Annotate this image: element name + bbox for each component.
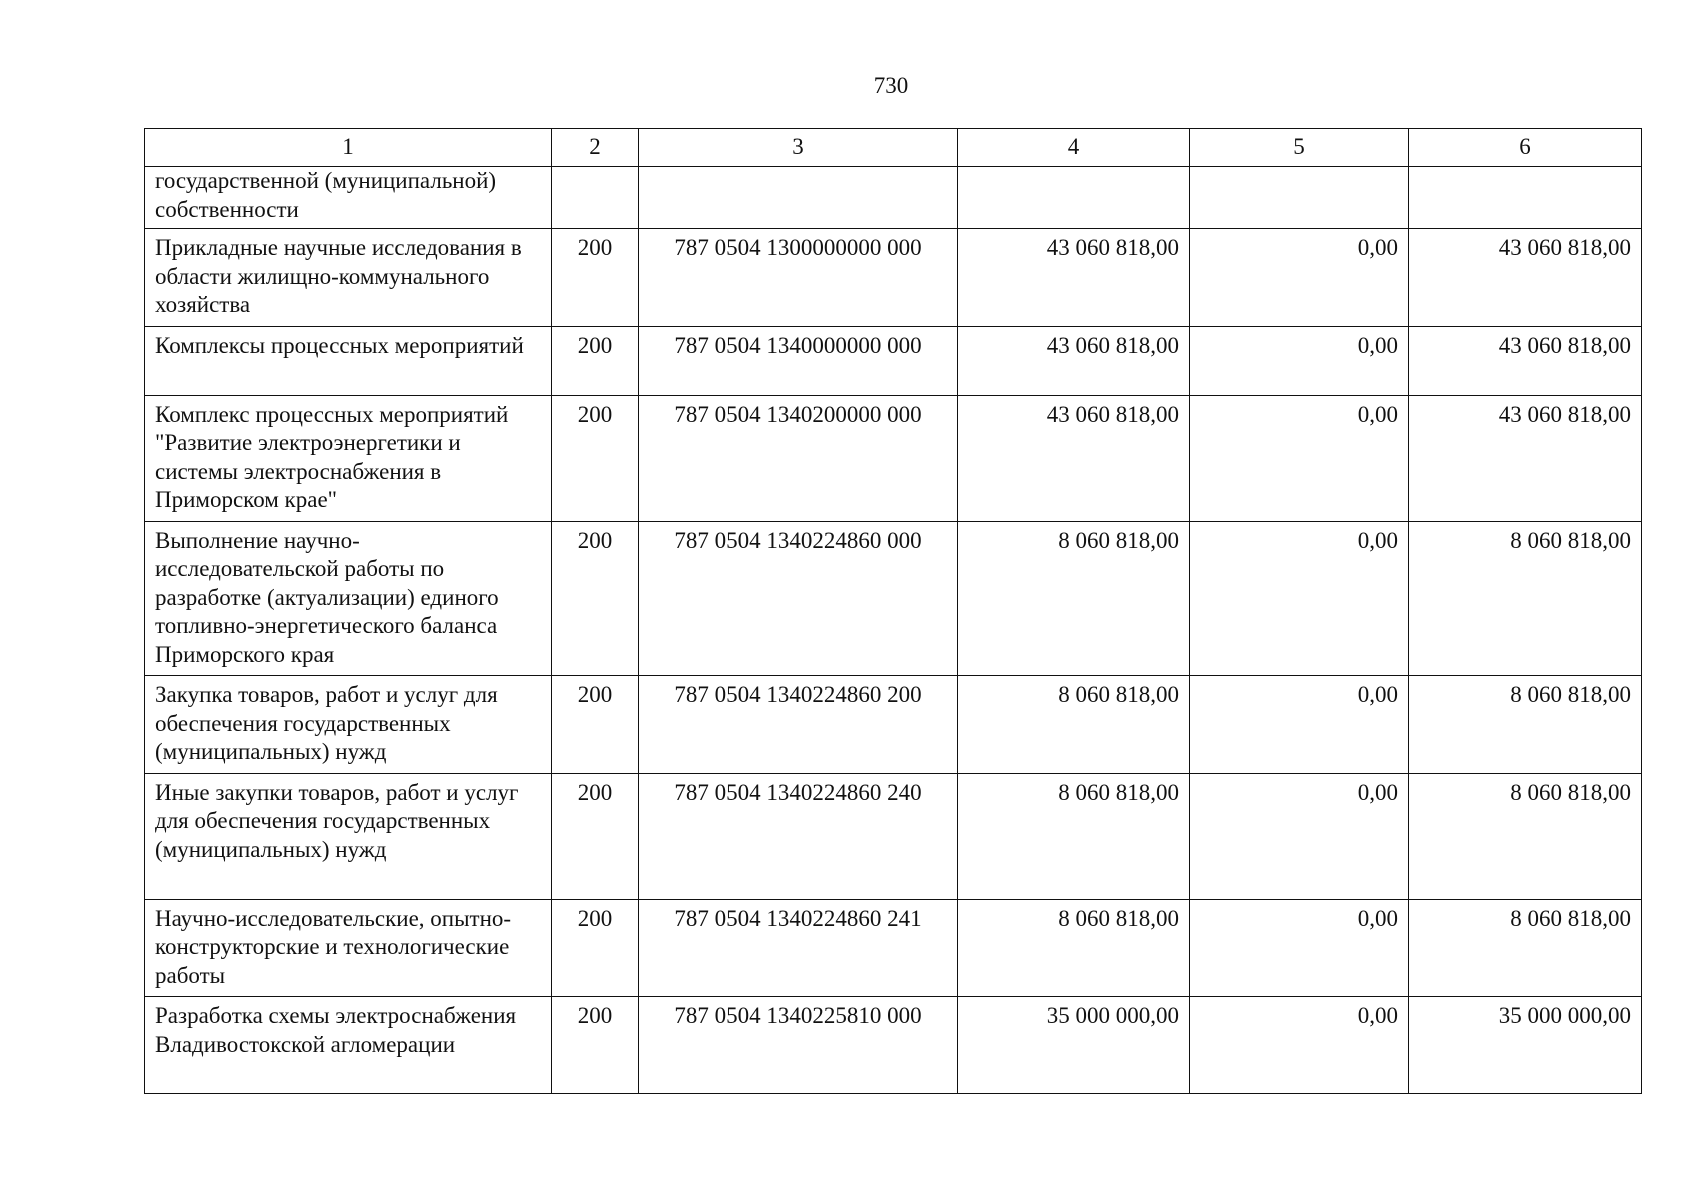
row-amount-cell: 43 060 818,00 [958,229,1190,327]
row-change-cell: 0,00 [1190,899,1409,997]
row-name-cell: Иные закупки товаров, работ и услуг для обеспечения государственных (муниципальных) нужд [145,773,552,899]
row-change-cell: 0,00 [1190,521,1409,676]
table-row [145,395,1642,521]
table-header-row [145,129,1642,167]
row-name-cell: Комплекс процессных мероприятий "Развитие электроэнергетики и системы электроснабжения в Приморском крае" [145,395,552,521]
row-change-cell [1190,167,1409,229]
row-code-cell: 200 [552,899,639,997]
row-change-cell: 0,00 [1190,773,1409,899]
table-row [145,521,1642,676]
row-amount-cell: 8 060 818,00 [958,773,1190,899]
table-row [145,676,1642,774]
row-total-cell: 8 060 818,00 [1409,521,1642,676]
column-header: 6 [1409,129,1642,167]
row-name-cell: Прикладные научные исследования в области жилищно-коммунального хозяйства [145,229,552,327]
row-amount-cell: 35 000 000,00 [958,997,1190,1094]
row-total-cell: 8 060 818,00 [1409,773,1642,899]
row-change-cell: 0,00 [1190,395,1409,521]
column-header: 2 [552,129,639,167]
row-amount-cell: 8 060 818,00 [958,676,1190,774]
row-kbk-cell: 787 0504 1300000000 000 [639,229,958,327]
row-total-cell: 8 060 818,00 [1409,899,1642,997]
row-code-cell: 200 [552,395,639,521]
row-amount-cell [958,167,1190,229]
column-header: 3 [639,129,958,167]
row-kbk-cell [639,167,958,229]
column-header: 1 [145,129,552,167]
row-kbk-cell: 787 0504 1340224860 000 [639,521,958,676]
row-total-cell: 43 060 818,00 [1409,395,1642,521]
row-amount-cell: 43 060 818,00 [958,326,1190,395]
row-total-cell: 35 000 000,00 [1409,997,1642,1094]
row-code-cell [552,167,639,229]
row-code-cell: 200 [552,521,639,676]
row-name-cell: Выполнение научно-исследовательской работы по разработке (актуализации) единого топливно-энергетического баланса Приморского края [145,521,552,676]
row-code-cell: 200 [552,997,639,1094]
row-name-cell: государственной (муниципальной) собственности [145,167,552,229]
row-name-cell: Закупка товаров, работ и услуг для обеспечения государственных (муниципальных) нужд [145,676,552,774]
row-total-cell: 43 060 818,00 [1409,326,1642,395]
row-code-cell: 200 [552,676,639,774]
row-total-cell [1409,167,1642,229]
row-kbk-cell: 787 0504 1340200000 000 [639,395,958,521]
table-row [145,167,1642,229]
table-row [145,997,1642,1094]
row-code-cell: 200 [552,773,639,899]
column-header: 5 [1190,129,1409,167]
row-kbk-cell: 787 0504 1340224860 241 [639,899,958,997]
row-name-cell: Научно-исследовательские, опытно-конструкторские и технологические работы [145,899,552,997]
row-amount-cell: 8 060 818,00 [958,899,1190,997]
row-code-cell: 200 [552,326,639,395]
table-row [145,326,1642,395]
table-row [145,899,1642,997]
row-kbk-cell: 787 0504 1340225810 000 [639,997,958,1094]
row-change-cell: 0,00 [1190,229,1409,327]
row-change-cell: 0,00 [1190,326,1409,395]
row-kbk-cell: 787 0504 1340224860 240 [639,773,958,899]
table-row [145,229,1642,327]
budget-table [144,128,1642,1094]
row-code-cell: 200 [552,229,639,327]
row-change-cell: 0,00 [1190,676,1409,774]
row-kbk-cell: 787 0504 1340224860 200 [639,676,958,774]
page-number: 730 [873,73,909,98]
row-total-cell: 8 060 818,00 [1409,676,1642,774]
table-row [145,773,1642,899]
row-change-cell: 0,00 [1190,997,1409,1094]
row-amount-cell: 43 060 818,00 [958,395,1190,521]
row-amount-cell: 8 060 818,00 [958,521,1190,676]
row-name-cell: Комплексы процессных мероприятий [145,326,552,395]
column-header: 4 [958,129,1190,167]
row-kbk-cell: 787 0504 1340000000 000 [639,326,958,395]
row-name-cell: Разработка схемы электроснабжения Владивостокской агломерации [145,997,552,1094]
row-total-cell: 43 060 818,00 [1409,229,1642,327]
